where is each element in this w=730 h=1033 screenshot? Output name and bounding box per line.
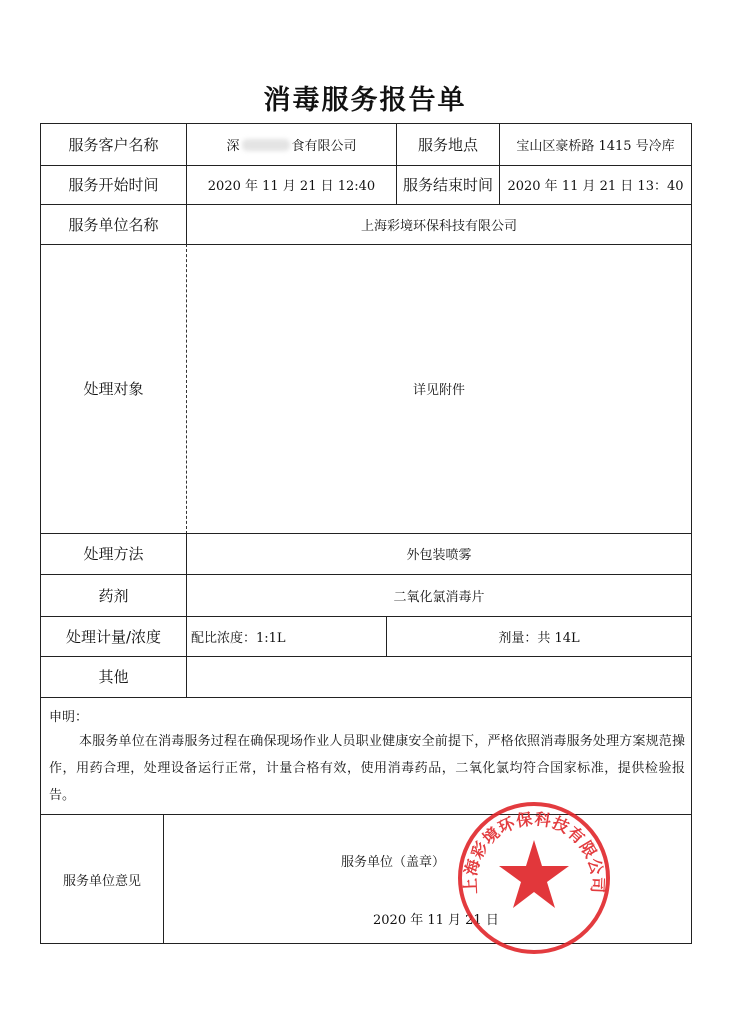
treatment-method-label: 处理方法	[83, 545, 144, 563]
service-unit-label: 服务单位名称	[68, 215, 159, 234]
service-unit-value: 上海彩境环保科技有限公司	[360, 218, 517, 234]
service-location-value: 宝山区豪桥路 1415 号冷库	[516, 139, 675, 154]
treatment-method-value: 外包装喷雾	[406, 548, 472, 563]
agent-label: 药剂	[98, 586, 129, 605]
end-time-value: 2020 年 11 月 21 日 13：40	[507, 179, 684, 194]
end-time-label: 服务结束时间	[402, 176, 493, 194]
service-location-label: 服务地点	[417, 136, 478, 154]
seal-text: 服务单位（盖章）	[341, 854, 446, 870]
declaration-body: 本服务单位在消毒服务过程在确保现场作业人员职业健康安全前提下，严格依照消毒服务处理方案规范操作，用药合理，处理设备运行正常，计量合格有效，使用消毒药品，二氧化氯均符合国家标准，提供检验报告。	[49, 734, 685, 803]
dosage-label: 处理计量/浓度	[65, 627, 162, 646]
opinion-date: 2020 年 11 月 21 日	[373, 912, 499, 928]
redaction-blur	[242, 139, 290, 151]
seal-text-arc: 上海彩境环保科技有限公司	[460, 809, 608, 895]
treatment-object-value: 详见附件	[412, 383, 465, 398]
treatment-object-label: 处理对象	[83, 380, 144, 398]
document-title: 消毒服务报告单	[263, 85, 467, 116]
customer-name-value	[187, 124, 396, 165]
customer-name-suffix: 食有限公司	[291, 139, 357, 154]
dosage-ratio-value: 配比浓度：1:1L	[191, 630, 286, 646]
declaration-heading: 申明：	[49, 710, 89, 725]
dosage-amount-value: 剂量：共 14L	[498, 630, 580, 646]
agent-value: 二氧化氯消毒片	[393, 589, 485, 605]
official-seal	[456, 800, 612, 956]
other-label: 其他	[98, 668, 129, 686]
opinion-label: 服务单位意见	[62, 873, 141, 889]
start-time-label: 服务开始时间	[68, 176, 159, 194]
customer-name-label: 服务客户名称	[68, 136, 159, 154]
seal-star-icon	[499, 840, 569, 908]
start-time-value: 2020 年 11 月 21 日 12:40	[207, 179, 376, 194]
other-value	[187, 656, 691, 697]
customer-name-prefix: 深	[226, 139, 240, 154]
